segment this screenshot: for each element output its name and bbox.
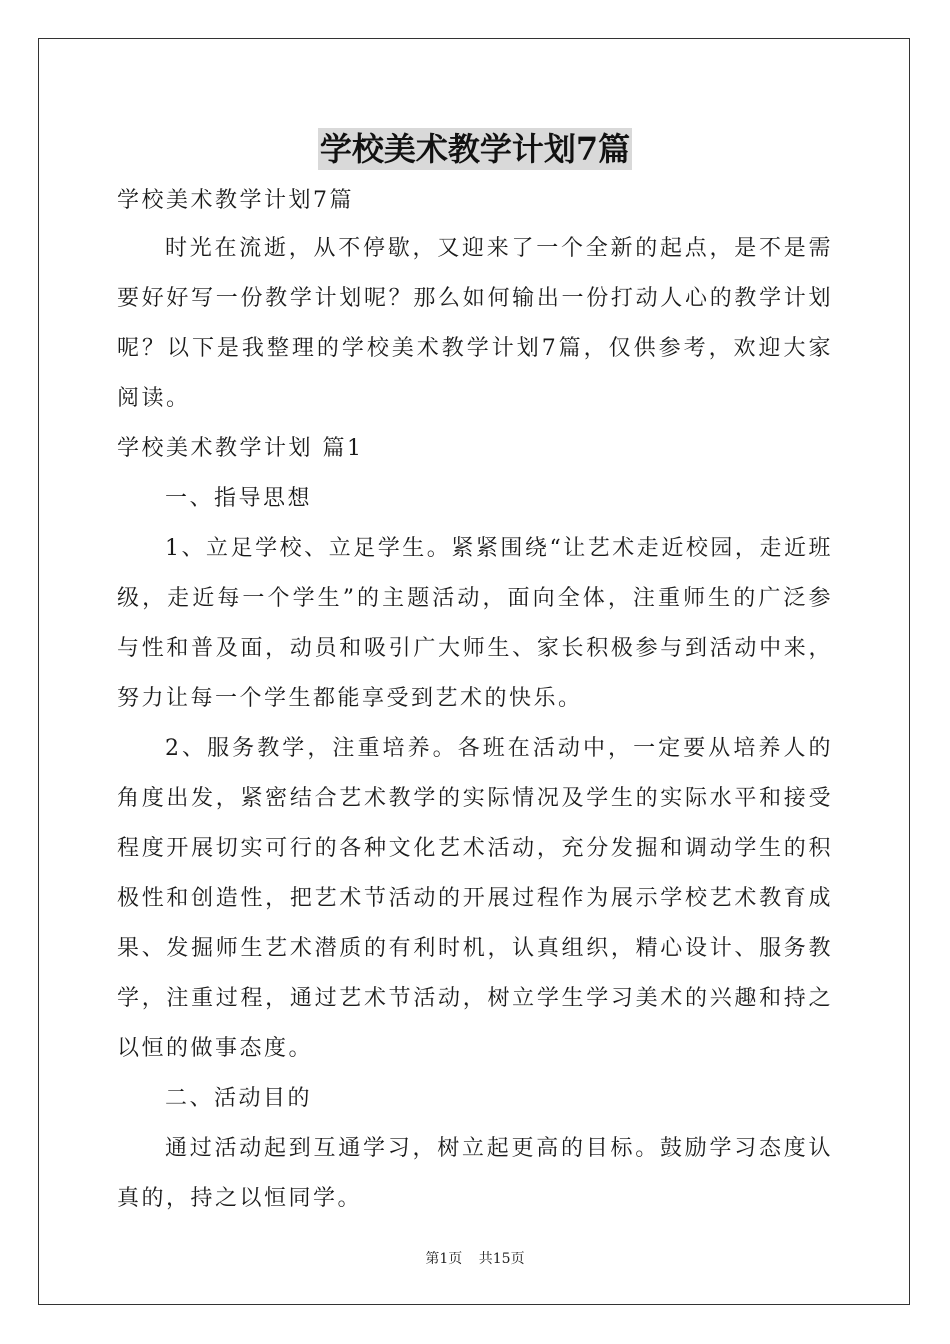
paragraph-3: 通过活动起到互通学习，树立起更高的目标。鼓励学习态度认真的，持之以恒同学。 [117, 1136, 833, 1211]
heading-activity-purpose: 二、活动目的 [165, 1086, 313, 1111]
section-title: 学校美术教学计划 篇1 [117, 436, 364, 461]
heading-guiding-ideology: 一、指导思想 [165, 486, 313, 511]
page-total: 共15页 [478, 1251, 525, 1267]
title-wrap [0, 128, 950, 170]
intro-paragraph: 时光在流逝，从不停歇，又迎来了一个全新的起点，是不是需要好好写一份教学计划呢？那么如何输出一份打动人心的教学计划呢？以下是我整理的学校美术教学计划7篇，仅供参考，欢迎大家阅读。 [117, 236, 833, 411]
paragraph-2: 2、服务教学，注重培养。各班在活动中，一定要从培养人的角度出发，紧密结合艺术教学的实际情况及学生的实际水平和接受程度开展切实可行的各种文化艺术活动，充分发掘和调动学生的积极性和创造性，把艺术节活动的开展过程作为展示学校艺术教育成果、发掘师生艺术潜质的有利时机，认真组织，精心设计、服务教学，注重过程，通过艺术节活动，树立学生学习美术的兴趣和持之以恒的做事态度。 [117, 736, 833, 1061]
document-body [117, 178, 833, 1224]
page-number: 第1页 [425, 1251, 463, 1267]
paragraph-1: 1、立足学校、立足学生。紧紧围绕“让艺术走近校园，走近班级，走近每一个学生”的主题活动，面向全体，注重师生的广泛参与性和普及面，动员和吸引广大师生、家长积极参与到活动中来，努力让每一个学生都能享受到艺术的快乐。 [117, 536, 833, 711]
document-subtitle: 学校美术教学计划7篇 [117, 188, 354, 213]
page-footer [0, 1248, 950, 1268]
document-title: 学校美术教学计划7篇 [319, 130, 631, 168]
